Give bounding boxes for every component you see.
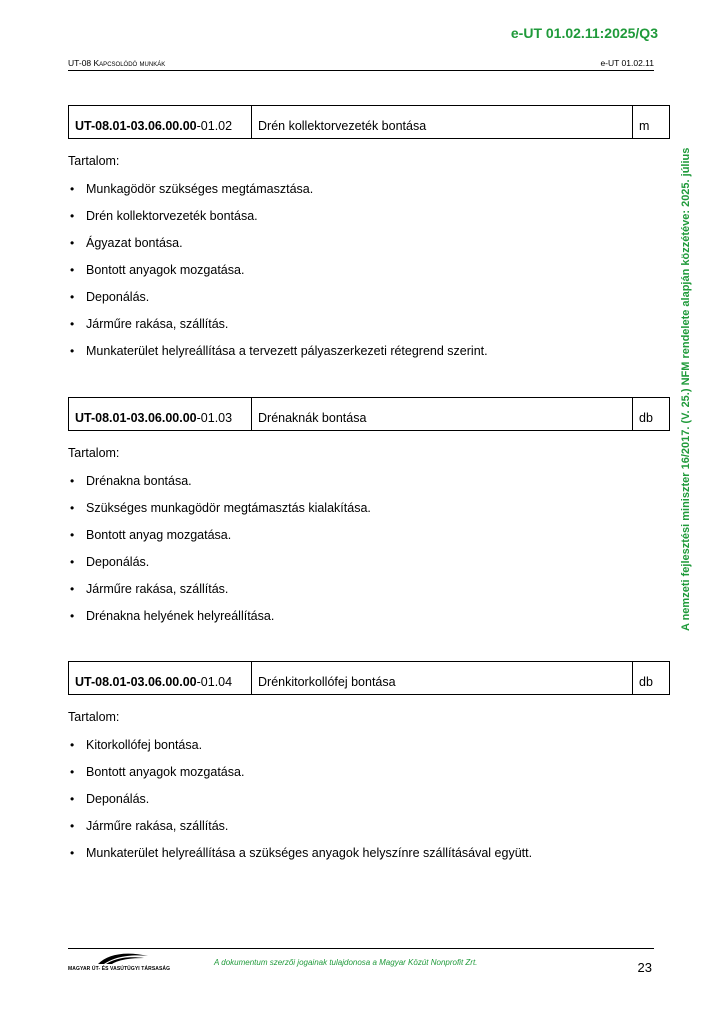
item-title-cell: Drénaknák bontása <box>252 398 633 430</box>
list-item: • Deponálás. <box>68 791 670 818</box>
logo-text: MAGYAR ÚT- ÉS VASÚTÜGYI TÁRSASÁG <box>68 966 171 972</box>
logo-swoosh-icon <box>68 950 160 966</box>
list-item: • Bontott anyagok mozgatása. <box>68 764 670 791</box>
item-code-bold: UT-08.01-03.06.00.00 <box>75 675 197 689</box>
content-label: Tartalom: <box>68 154 120 168</box>
item-code-suffix: -01.02 <box>196 119 233 133</box>
page-number: 23 <box>637 960 652 975</box>
list-item: • Ágyazat bontása. <box>68 235 670 262</box>
item-section <box>68 661 670 872</box>
publication-note: A nemzeti fejlesztési miniszter 16/2017. (V. 25.) NFM rendelete alapján közzétéve: 2025. július <box>680 147 692 631</box>
list-item: • Szükséges munkagödör megtámasztás kialakítása. <box>68 500 670 527</box>
item-code-cell <box>69 398 252 430</box>
copyright-notice: A dokumentum szerzői jogainak tulajdonosa a Magyar Közút Nonprofit Zrt. <box>214 958 478 967</box>
list-item: • Járműre rakása, szállítás. <box>68 581 670 608</box>
item-title-cell: Drén kollektorvezeték bontása <box>252 106 633 138</box>
list-item: • Munkaterület helyreállítása a tervezett pályaszerkezeti rétegrend szerint. <box>68 343 670 370</box>
item-section <box>68 105 670 370</box>
footer-divider <box>68 948 654 949</box>
running-header-right: e-UT 01.02.11 <box>600 58 654 68</box>
item-unit-cell: db <box>639 675 653 689</box>
company-logo <box>68 950 171 972</box>
list-item: • Járműre rakása, szállítás. <box>68 818 670 845</box>
item-header-table <box>68 397 670 431</box>
list-item: • Deponálás. <box>68 289 670 316</box>
list-item: • Bontott anyag mozgatása. <box>68 527 670 554</box>
item-unit-cell: db <box>639 411 653 425</box>
item-code-bold: UT-08.01-03.06.00.00 <box>75 119 197 133</box>
list-item: • Munkaterület helyreállítása a szükséges anyagok helyszínre szállításával együtt. <box>68 845 670 872</box>
item-code-cell <box>69 662 252 694</box>
running-header-prefix: UT-08 <box>68 58 94 68</box>
item-code-bold: UT-08.01-03.06.00.00 <box>75 411 197 425</box>
content-list <box>68 473 670 635</box>
item-code-suffix: -01.04 <box>196 675 233 689</box>
running-header <box>68 58 654 71</box>
running-header-chapter: Kapcsolódó munkák <box>93 58 166 68</box>
item-unit-cell: m <box>639 119 650 133</box>
item-code-cell <box>69 106 252 138</box>
item-section <box>68 397 670 635</box>
item-code-suffix: -01.03 <box>196 411 233 425</box>
item-header-table <box>68 105 670 139</box>
list-item: • Drénakna bontása. <box>68 473 670 500</box>
item-header-table <box>68 661 670 695</box>
document-code: e-UT 01.02.11:2025/Q3 <box>510 25 658 41</box>
list-item: • Munkagödör szükséges megtámasztása. <box>68 181 670 208</box>
list-item: • Kitorkollófej bontása. <box>68 737 670 764</box>
running-header-left <box>68 58 165 68</box>
list-item: • Deponálás. <box>68 554 670 581</box>
list-item: • Drénakna helyének helyreállítása. <box>68 608 670 635</box>
list-item: • Járműre rakása, szállítás. <box>68 316 670 343</box>
content-list <box>68 737 670 872</box>
content-label: Tartalom: <box>68 446 120 460</box>
item-title-cell: Drénkitorkollófej bontása <box>252 662 633 694</box>
list-item: • Bontott anyagok mozgatása. <box>68 262 670 289</box>
list-item: • Drén kollektorvezeték bontása. <box>68 208 670 235</box>
content-label: Tartalom: <box>68 710 120 724</box>
content-list <box>68 181 670 370</box>
